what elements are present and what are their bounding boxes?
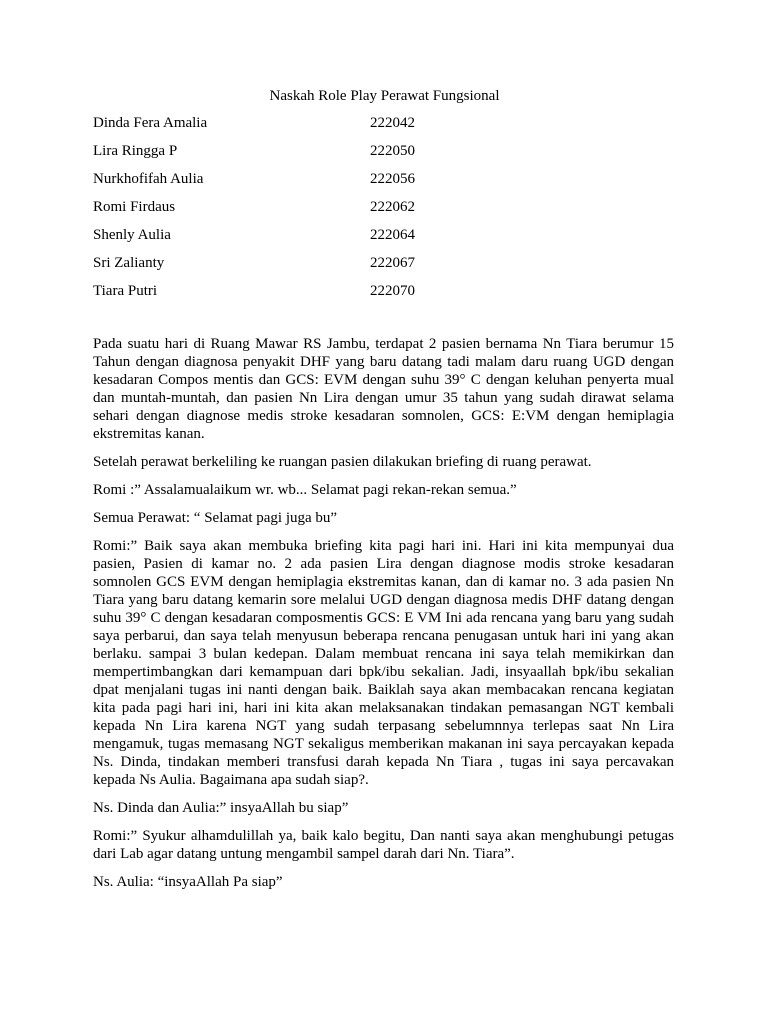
member-name: Shenly Aulia: [93, 227, 171, 243]
member-name: Lira Ringga P: [93, 143, 178, 159]
member-nim: 222064: [370, 227, 415, 243]
member-name: Nurkhofifah Aulia: [93, 171, 204, 187]
member-list: [93, 113, 674, 309]
member-row: [93, 225, 674, 253]
member-nim: 222050: [370, 143, 415, 159]
member-row: [93, 253, 674, 281]
dialogue-paragraph: Setelah perawat berkeliling ke ruangan pasien dilakukan briefing di ruang perawat.: [93, 454, 592, 470]
dialogue-paragraph: Romi :” Assalamualaikum wr. wb... Selamat pagi rekan-rekan semua.”: [93, 482, 517, 498]
scenario-paragraph: Pada suatu hari di Ruang Mawar RS Jambu, terdapat 2 pasien bernama Nn Tiara berumur 15 Tahun dengan diagnosa penyakit DHF yang baru datang tadi malam daru ruang UGD dengan kesadaran Compos mentis dan GCS: EVM dengan suhu 39° C dengan keluhan penyerta mual dan muntah-muntah, dan pasien Nn Lira dengan umur 35 tahun yang sudah dirawat selama sehari dengan diagnose medis stroke kesadaran somnolen, GCS: E:VM dengan hemiplagia ekstremitas kanan.: [93, 336, 674, 442]
dialogue-paragraph: Semua Perawat: “ Selamat pagi juga bu”: [93, 510, 338, 526]
role-play-script: [93, 335, 674, 891]
member-row: [93, 169, 674, 197]
document-page: [93, 86, 674, 901]
member-nim: 222067: [370, 255, 415, 271]
member-name: Tiara Putri: [93, 283, 158, 299]
dialogue-paragraph: Ns. Dinda dan Aulia:” insyaAllah bu siap”: [93, 800, 349, 816]
member-name: Romi Firdaus: [93, 199, 176, 215]
member-name: Sri Zalianty: [93, 255, 165, 271]
member-row: [93, 113, 674, 141]
dialogue-paragraph: Ns. Aulia: “insyaAllah Pa siap”: [93, 874, 283, 890]
member-nim: 222056: [370, 171, 415, 187]
dialogue-paragraph: Romi:” Baik saya akan membuka briefing kita pagi hari ini. Hari ini kita mempunyai dua pasien, Pasien di kamar no. 2 ada pasien Lira dengan diagnose modis stroke kesadaran somnolen GCS EVM dengan hemiplagia ekstremitas kanan, dan di kamar no. 3 ada pasien Nn Tiara yang baru datang kemarin sore melalui UGD dengan diagnosa medis DHF datang dengan suhu 39° C dengan kesadaran composmentis GCS: E VM Ini ada rencana yang baru yang sudah saya perbarui, dan saya telah menyusun beberapa rencana penugasan untuk hari ini yang akan berlaku. sampai 3 bulan kedepan. Dalam membuat rencana ini saya telah memikirkan dan mempertimbangkan dari kemampuan dari bpk/ibu sekalian. Jadi, insyaallah bpk/ibu sekalian dpat menjalani tugas ini nanti dengan baik. Baiklah saya akan membacakan rencana kegiatan kita pada pagi hari ini, hari ini kita akan melaksanakan tindakan pemasangan NGT kembali kepada Nn Lira karena NGT yang sudah terpasang sebelumnnya terlepas saat Nn Lira mengamuk, tugas memasang NGT sekaligus memberikan makanan ini saya percayakan kepada Ns. Dinda, tindakan memberi transfusi darah kepada Nn Tiara , tugas ini saya percavakan kepada Ns Aulia. Bagaimana apa sudah siap?.: [93, 538, 674, 788]
document-title: Naskah Role Play Perawat Fungsional: [269, 88, 500, 104]
dialogue-paragraph: Romi:” Syukur alhamdulillah ya, baik kalo begitu, Dan nanti saya akan menghubungi petugas dari Lab agar datang untung mengambil sampel darah dari Nn. Tiara”.: [93, 828, 674, 862]
member-row: [93, 197, 674, 225]
member-nim: 222062: [370, 199, 415, 215]
member-row: [93, 281, 674, 309]
member-name: Dinda Fera Amalia: [93, 115, 208, 131]
member-row: [93, 141, 674, 169]
member-nim: 222070: [370, 283, 415, 299]
member-nim: 222042: [370, 115, 415, 131]
